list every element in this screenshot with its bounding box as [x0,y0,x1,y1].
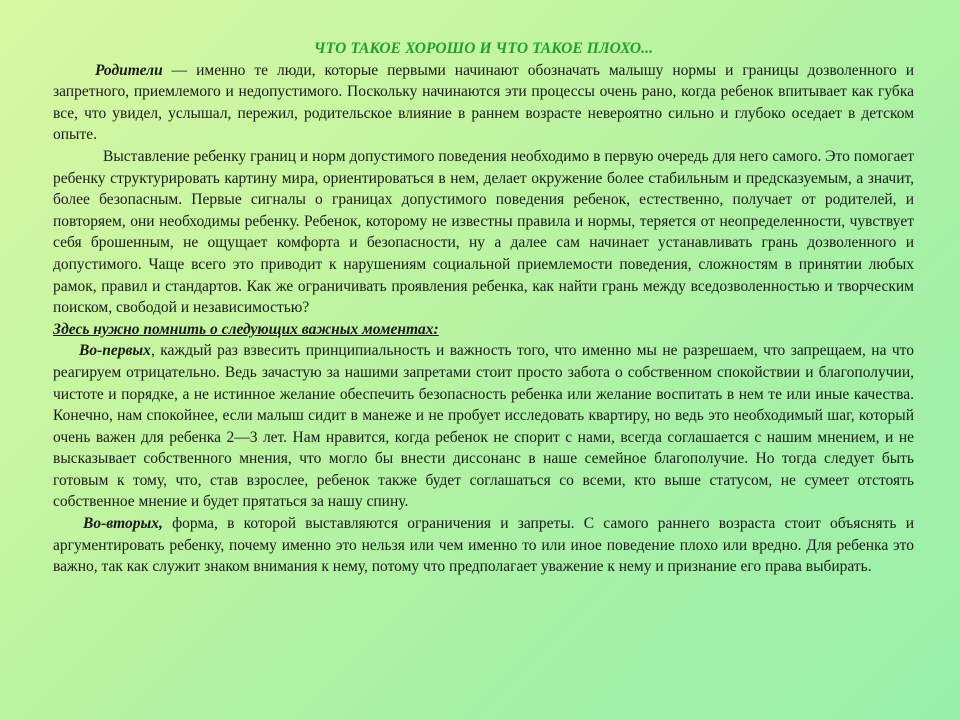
lead-second: Во-вторых, [83,515,163,533]
paragraph-second-text: форма, в которой выставляются ограничения и запреты. С самого раннего возраста стоит объяснять и аргументировать ребенку, почему именно это нельзя или чем именно то или иное поведение плохо или вредно. Для ребенка это важно, так как служит знаком внимания к нему, потому что предполагает уважение к нему и признание его права выбирать. [53,515,914,576]
section-heading [53,319,914,341]
page-title: ЧТО ТАКОЕ ХОРОШО И ЧТО ТАКОЕ ПЛОХО... [313,40,654,57]
paragraph-parents-text: — именно те люди, которые первыми начинают обозначать малышу нормы и границы дозволенного и запретного, приемлемого и недопустимого. Поскольку начинаются эти процессы очень рано, когда ребенок впитывает как губка все, что увидел, услышал, пережил, родительское влияние в раннем возрасте невероятно сильно и глубоко оседает в детском опыте. [53,61,914,144]
paragraph-second [53,513,914,578]
lead-first: Во-первых [79,342,151,360]
paragraph-boundaries: Выставление ребенку границ и норм допустимого поведения необходимо в первую очередь для него самого. Это помогает ребенку структурировать картину мира, ориентироваться в нем, делает окружение более стабильным и предсказуемым, а значит, более безопасным. Первые сигналы о границах допустимого поведения ребенок, естественно, получает от родителей, и повторяем, они необходимы ребенку. Ребенок, которому не известны правила и нормы, теряется от неопределенности, чувствует себя брошенным, не ощущает комфорта и безопасности, ну а далее сам начинает устанавливать грань дозволенного и допустимого. Чаще всего это приводит к нарушениям социальной приемлемости поведения, сложностям в принятии любых рамок, правил и стандартов. Как же ограничивать проявления ребенка, как найти грань между вседозволенностью и творческим поиском, свободой и независимостью? [53,147,914,317]
paragraph-first-text: , каждый раз взвесить принципиальность и важность того, что именно мы не разрешаем, что запрещаем, на что реагируем отрицательно. Ведь зачастую за нашими запретами стоит просто забота о собственном спокойствии и благополучии, чистоте и порядке, а не истинное желание обеспечить безопасность ребенка или желание воспитать в нем те или иные качества. Конечно, нам спокойнее, если малыш сидит в манеже и не пробует исследовать квартиру, но ведь это необходимый шаг, который очень важен для ребенка 2—3 лет. Нам нравится, когда ребенок не спорит с нами, всегда соглашается с нашим мнением, и не высказывает собственного мнения, что могло бы внести диссонанс в наше семейное благополучие. Но тогда следует быть готовым к тому, что, став взрослее, ребенок также будет соглашаться со всеми, кто выше статусом, не сумеет отстоять собственное мнение и будет прятаться за нашу спину. [53,342,914,511]
paragraph-first [53,340,914,513]
document-page [53,38,914,578]
paragraph-parents [53,60,914,146]
section-heading-text: Здесь нужно помнить о следующих важных моментах: [53,320,439,338]
lead-parents: Родители [95,61,163,79]
